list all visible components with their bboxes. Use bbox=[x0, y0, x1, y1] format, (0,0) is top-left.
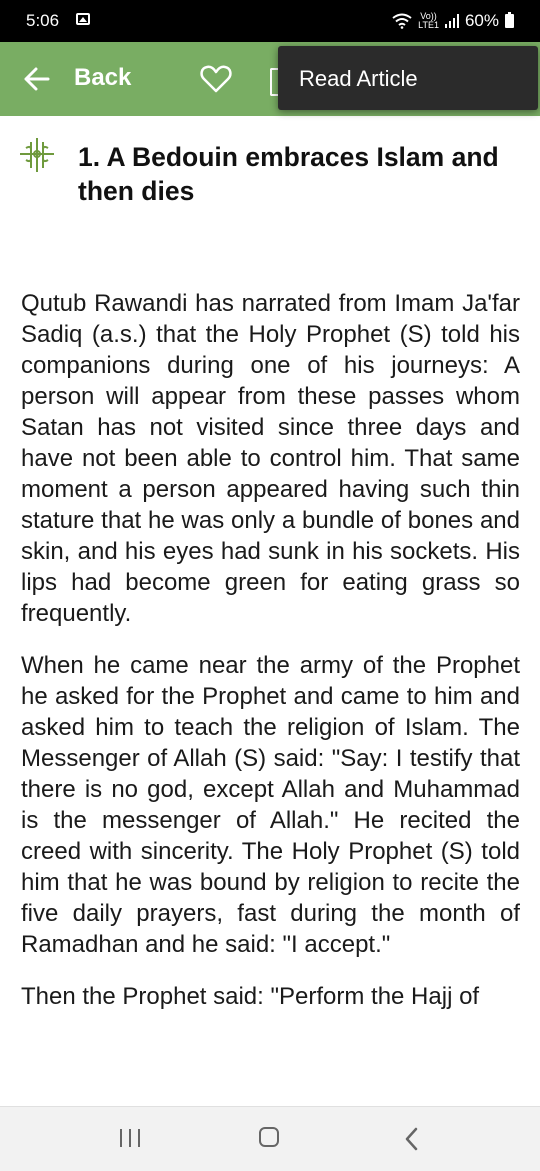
signal-icon bbox=[445, 14, 459, 28]
system-nav-bar bbox=[0, 1106, 540, 1171]
network-indicator bbox=[418, 12, 439, 30]
recent-apps-icon[interactable] bbox=[120, 1129, 142, 1149]
ornament-icon bbox=[18, 136, 56, 174]
article-paragraph: When he came near the army of the Prophet he asked for the Prophet and came to him and asked him to teach the religion of Islam. The Messenger of Allah (S) said: "Say: I testify that there is no god, except Allah and Muhammad is the messenger of Allah." He recited the creed with sincerity. The Holy Prophet (S) told him that he was bound by religion to recite the five daily prayers, fast during the month of Ramadhan and he said: "I accept." bbox=[21, 652, 520, 958]
wifi-icon bbox=[392, 13, 412, 29]
arrow-left-icon[interactable] bbox=[24, 64, 50, 94]
status-time: 5:06 bbox=[26, 11, 60, 30]
share-icon[interactable] bbox=[270, 68, 278, 96]
status-right bbox=[392, 11, 514, 31]
article-paragraph: Then the Prophet said: "Perform the Hajj of bbox=[21, 983, 480, 1010]
home-icon[interactable] bbox=[259, 1127, 279, 1147]
article-title: 1. A Bedouin embraces Islam and then dies bbox=[78, 142, 499, 206]
overflow-menu bbox=[278, 46, 538, 110]
network-lte: LTE1 bbox=[418, 20, 439, 30]
gallery-icon bbox=[76, 13, 90, 25]
heart-icon[interactable] bbox=[200, 64, 232, 94]
article-body bbox=[21, 288, 520, 1104]
battery-percent: 60% bbox=[464, 11, 499, 30]
battery-icon bbox=[505, 14, 514, 28]
network-volte: Vo)) bbox=[420, 11, 437, 21]
menu-item-read-article[interactable]: Read Article bbox=[299, 66, 418, 91]
back-button[interactable]: Back bbox=[74, 64, 132, 91]
article-paragraph: Qutub Rawandi has narrated from Imam Ja'far Sadiq (a.s.) that the Holy Prophet (S) told his companions during one of his journeys: A person will appear from these passes whom Satan has not visited since three days and have not been able to control him. That same moment a person appeared having such thin stature that he was only a bundle of bones and skin, and his eyes had sunk in his sockets. His lips had become green for eating grass so frequently. bbox=[21, 290, 520, 627]
status-bar bbox=[0, 0, 540, 42]
chevron-left-icon[interactable] bbox=[402, 1127, 422, 1151]
